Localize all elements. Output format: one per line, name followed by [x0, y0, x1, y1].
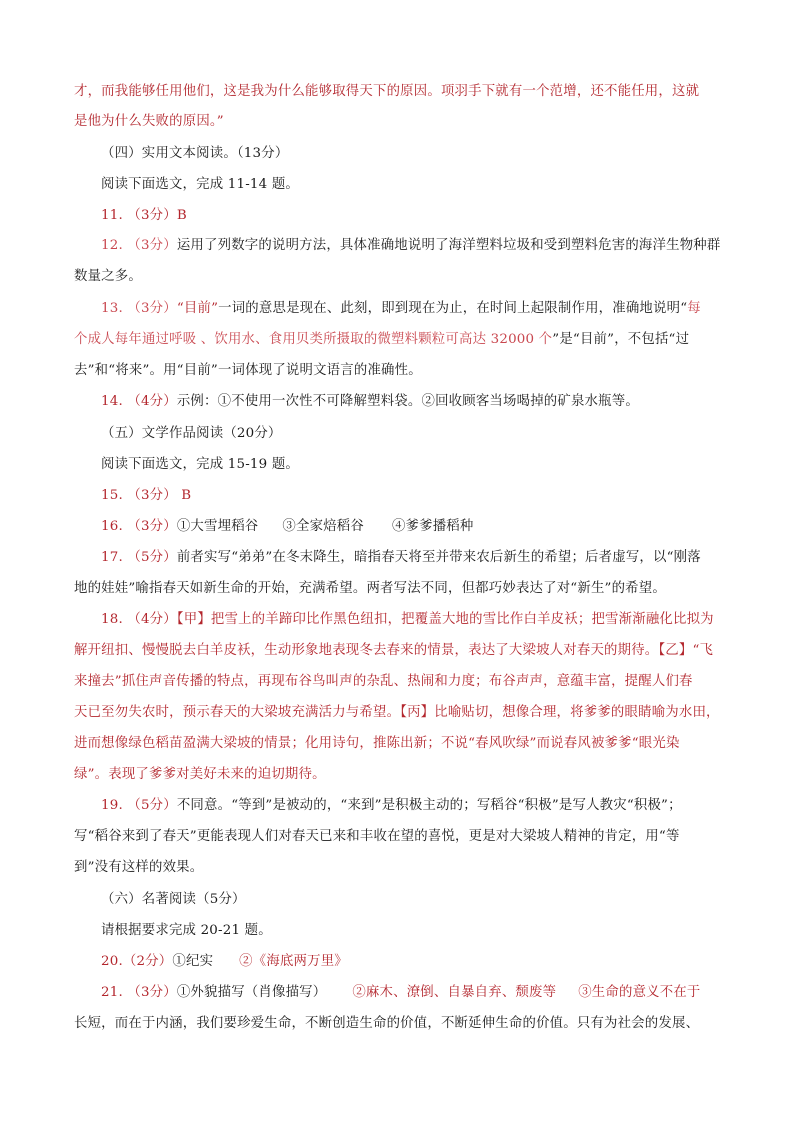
text-line: 进而想像绿色稻苗盈满大梁坡的情景；化用诗句，推陈出新；不说“春风吹绿”而说春风被爹爹“眼光染: [74, 736, 680, 751]
instruction-line: 阅读下面选文，完成 15-19 题。: [101, 457, 300, 472]
text-line: 才，而我能够任用他们，这是我为什么能够取得天下的原因。项羽手下就有一个范增，还不能任用，这就: [74, 84, 700, 99]
answer-line: 14. （4分）示例：①不使用一次性不可降解塑料袋。②回收顾客当场喝掉的矿泉水瓶等。: [101, 394, 639, 409]
text-line: 地的娃娃”喻指春天如新生命的开始，充满希望。两者写法不同，但都巧妙表达了对“新生”的希望。: [74, 581, 666, 596]
section-heading: （六）名著阅读（5分）: [101, 892, 246, 907]
answer-line: 13. （3分）“目前”一词的意思是现在、此刻，即到现在为止，在时间上起限制作用，准确地说明“每: [101, 301, 701, 316]
answer-line: 16. （3分）①大雪埋稻谷 ③全家焙稻谷 ④爹爹播稻种: [101, 519, 474, 534]
answer-line: 11. （3分）B: [101, 208, 187, 223]
answer-line: 19. （5分）不同意。“等到”是被动的，“来到”是积极主动的；写稻谷“积极”是写人教灾“积极”；: [101, 798, 682, 813]
answer-line: 15. （3分） B: [101, 488, 192, 503]
text-line: 去”和“将来”。用“目前”一词体现了说明文语言的准确性。: [74, 363, 422, 378]
answer-line: 21. （3分）①外貌描写（肖像描写） ②麻木、潦倒、自暴自弃、颓废等 ③生命的意义不在于: [101, 985, 701, 1000]
text-line: 到”没有这样的效果。: [74, 860, 204, 875]
section-heading: （四）实用文本阅读。（13分）: [101, 146, 289, 161]
text-line: 数量之多。: [74, 269, 142, 284]
text-line: 绿”。表现了爹爹对美好未来的迫切期待。: [74, 767, 326, 782]
text-line: 天已至勿失农时，预示春天的大梁坡充满活力与希望。【丙】比喻贴切，想像合理，将爹爹的眼睛喻为水田，: [74, 705, 720, 720]
answer-line: 12. （3分）运用了列数字的说明方法，具体准确地说明了海洋塑料垃圾和受到塑料危害的海洋生物种群: [101, 238, 721, 253]
text-line: 来撞去”抓住声音传播的特点，再现布谷鸟叫声的杂乱、热闹和力度；布谷声声，意蕴丰富，提醒人们春: [74, 674, 693, 689]
text-line: 是他为什么失败的原因。”: [74, 114, 224, 129]
answer-line: 18. （4分）【甲】把雪上的羊蹄印比作黑色纽扣，把覆盖大地的雪比作白羊皮袄；把雪渐渐融化比拟为: [101, 612, 714, 627]
text-line: 个成人每年通过呼吸 、饮用水、食用贝类所摄取的微塑料颗粒可高达 32000 个”是“目前”，不包括“过: [74, 332, 690, 347]
text-line: 解开纽扣、慢慢脱去白羊皮袄，生动形象地表现冬去春来的情景，表达了大梁坡人对春天的期待。【乙】“飞: [74, 643, 714, 658]
instruction-line: 请根据要求完成 20-21 题。: [101, 923, 272, 938]
instruction-line: 阅读下面选文，完成 11-14 题。: [101, 177, 300, 192]
text-line: 写“稻谷来到了春天”更能表现人们对春天已来和丰收在望的喜悦，更是对大梁坡人精神的肯定，用“等: [74, 829, 680, 844]
answer-line: 20.（2分）①纪实 ②《海底两万里》: [101, 954, 348, 969]
answer-line: 17. （5分）前者实写“弟弟”在冬末降生，暗指春天将至并带来农后新生的希望；后者虚写，以“刚落: [101, 550, 701, 565]
section-heading: （五）文学作品阅读（20分）: [101, 426, 282, 441]
text-line: 长短，而在于内涵，我们要珍爱生命，不断创造生命的价值，不断延伸生命的价值。只有为社会的发展、: [74, 1016, 700, 1031]
